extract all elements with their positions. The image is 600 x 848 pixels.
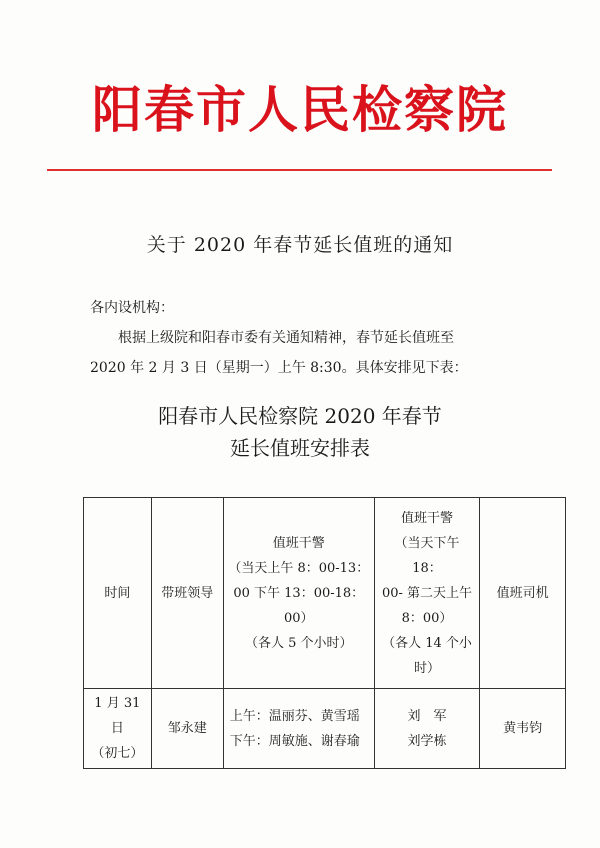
- table-header-row: [84, 498, 566, 689]
- salutation: 各内设机构：: [90, 300, 174, 316]
- cell-date-line: 1 月 31 日: [94, 696, 141, 736]
- cell-night-duty-line: 刘学栋: [407, 733, 447, 749]
- cell-day-duty-line: 上午：温丽芬、黄雪瑶: [229, 708, 360, 724]
- cell-date-line: （初七）: [91, 746, 144, 761]
- header-day-duty-line: （当天上午 8：00-13：: [228, 560, 370, 576]
- header-night-duty-line: （各人 14 个小: [382, 635, 472, 651]
- letterhead-red-rule: [47, 169, 552, 171]
- cell-date: [84, 689, 152, 769]
- cell-night-duty-line: 刘 军: [407, 708, 447, 724]
- header-time: 时间: [84, 498, 152, 689]
- header-day-duty-line: （各人 5 个小时）: [244, 635, 353, 651]
- header-day-duty: [223, 498, 374, 689]
- cell-driver: 黄韦钧: [480, 689, 566, 769]
- cell-night-duty: [374, 689, 479, 769]
- header-leader: 带班领导: [151, 498, 223, 689]
- cell-leader: 邹永建: [151, 689, 223, 769]
- cell-day-duty: [223, 689, 374, 769]
- body-line-2: 2020 年 2 月 3 日（星期一）上午 8:30。具体安排见下表：: [90, 360, 468, 376]
- header-day-duty-line: 值班干警: [272, 535, 325, 551]
- header-night-duty-line: （当天下午 18：: [394, 535, 460, 576]
- body-line-1: [90, 323, 520, 353]
- notice-body: [90, 323, 520, 383]
- duty-schedule-table: [83, 497, 566, 769]
- letterhead-org-name: 阳春市人民检察院: [92, 80, 508, 139]
- body-line-1-text: 根据上级院和阳春市委有关通知精神，春节延长值班至: [118, 330, 454, 346]
- header-night-duty-line: 8：00）: [401, 610, 453, 626]
- header-driver: 值班司机: [480, 498, 566, 689]
- table-title-line-1: 阳春市人民检察院 2020 年春节: [158, 404, 442, 428]
- header-day-duty-line: 00 下午 13：00-18：00）: [233, 585, 365, 626]
- header-night-duty-line: 00- 第二天上午: [381, 585, 473, 601]
- table-title: [0, 400, 600, 464]
- table-title-line-2: 延长值班安排表: [230, 436, 370, 460]
- header-night-duty-line: 时）: [414, 660, 441, 676]
- cell-day-duty-line: 下午：周敏施、谢春瑜: [229, 733, 360, 749]
- notice-title: 关于 2020 年春节延长值班的通知: [146, 234, 454, 256]
- header-night-duty-line: 值班干警: [401, 510, 454, 526]
- header-night-duty: [374, 498, 479, 689]
- table-row: [84, 689, 566, 769]
